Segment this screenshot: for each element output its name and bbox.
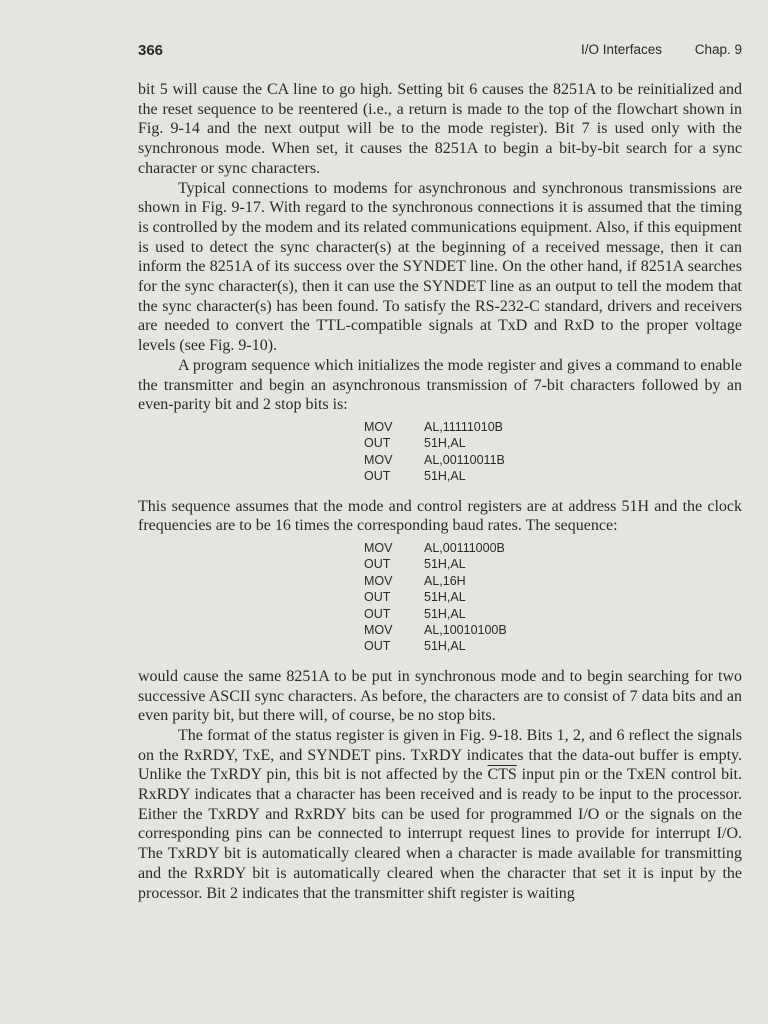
page-number: 366 [138, 42, 164, 59]
code-line: OUT 51H,AL [364, 606, 466, 621]
code-line: OUT 51H,AL [364, 469, 466, 484]
cts-signal: $\overline{CTS}$ [487, 766, 517, 784]
code-line: OUT 51H,AL [364, 590, 466, 605]
paragraph-5: would cause the same 8251A to be put in synchronous mode and to begin searching for two successive ASCII sync characters. As before, the characters are to consist of 7 data bits and an even parity bit, but there will, of course, be no stop bits. [138, 667, 742, 725]
chapter-label: Chap. 9 [694, 42, 742, 57]
code-line: MOV AL,16H [364, 573, 466, 588]
code-line: MOV AL,00110011B [364, 452, 505, 467]
code-line: OUT 51H,AL [364, 436, 466, 451]
code-listing-1 [364, 419, 742, 485]
paragraph-4: This sequence assumes that the mode and control registers are at address 51H and the clock frequencies are to be 16 times the corresponding baud rates. The sequence: [138, 497, 742, 535]
paragraph-3: A program sequence which initializes the mode register and gives a command to enable the transmitter and begin an asynchronous transmission of 7-bit characters followed by an even-parity bit and 2 stop bits is: [138, 356, 742, 414]
paragraph-6 [138, 726, 742, 903]
code-line: MOV AL,10010100B [364, 623, 507, 638]
code-listing-2 [364, 540, 742, 655]
page-header [138, 42, 742, 62]
paragraph-6-start: The format of the status register is given in Fig. 9-18. Bits 1, 2, and 6 reflect the signals on the RxRDY, TxE, and SYNDET pins. TxRDY indicates that the data-out buffer is empty. Unlike the TxRDY pin, this bit is not affected by the [138, 726, 742, 784]
code-line: MOV AL,11111010B [364, 419, 504, 434]
paragraph-6-end: input pin or the TxEN control bit. RxRDY indicates that a character has been received and is ready to be input to the processor. Either the TxRDY and RxRDY bits can be used for programmed I/O or the signals on the corresponding pins can be connected to interrupt request lines to provide for interrupt I/O. The TxRDY bit is automatically cleared when a character is made available for transmitting and the RxRDY bit is automatically cleared when the character that set it is input by the processor. Bit 2 indicates that the transmitter shift register is waiting [138, 766, 743, 902]
code-line: MOV AL,00111000B [364, 540, 505, 555]
paragraph-2: Typical connections to modems for asynchronous and synchronous transmissions are shown in Fig. 9-17. With regard to the synchronous connections it is assumed that the timing is controlled by the modem and its related communications equipment. Also, if this equipment is used to detect the sync character(s) at the beginning of a received message, then it can inform the 8251A of its success over the SYNDET line. On the other hand, if 8251A searches for the sync character(s), then it can use the SYNDET line as an output to tell the modem that the sync character(s) has been found. To satisfy the RS-232-C standard, drivers and receivers are needed to convert the TTL-compatible signals at TxD and RxD to the proper voltage levels (see Fig. 9-10). [138, 179, 742, 355]
section-title: I/O Interfaces [580, 42, 662, 57]
code-line: OUT 51H,AL [364, 639, 466, 654]
paragraph-1: bit 5 will cause the CA line to go high. Setting bit 6 causes the 8251A to be reinitialized and the reset sequence to be reentered (i.e., a return is made to the top of the flowchart shown in Fig. 9-14 and the next output will be to the mode register). Bit 7 is used only with the synchronous mode. When set, it causes the 8251A to begin a bit-by-bit search for a sync character or sync characters. [138, 81, 742, 177]
code-line: OUT 51H,AL [364, 557, 466, 572]
body-text [138, 80, 742, 903]
